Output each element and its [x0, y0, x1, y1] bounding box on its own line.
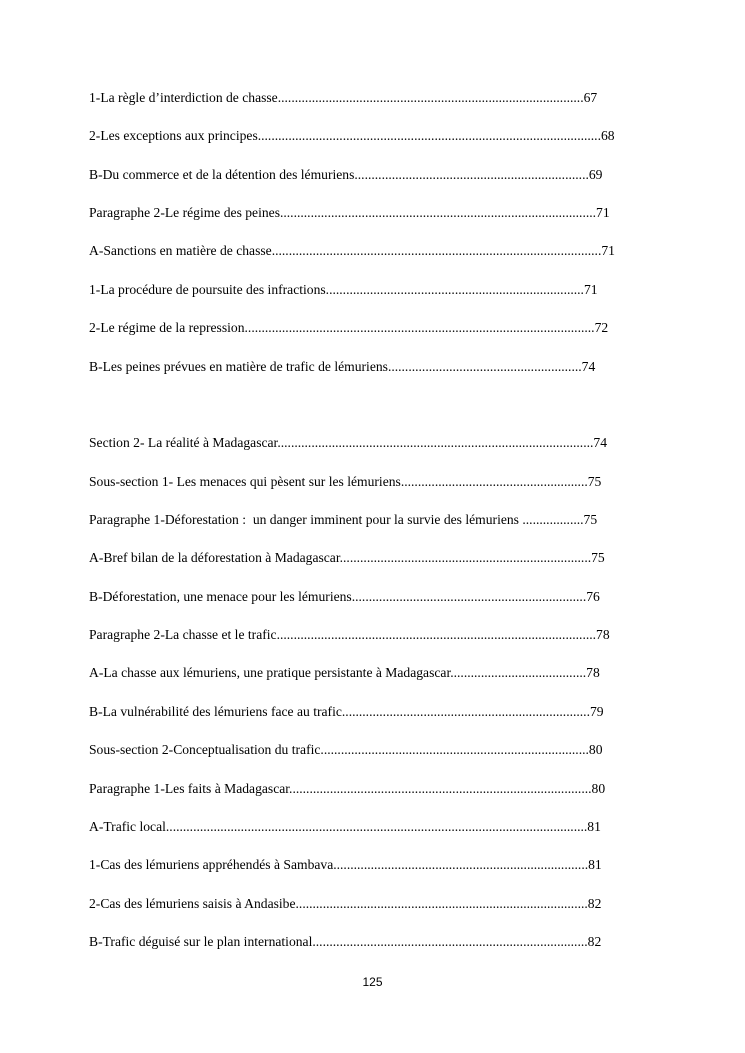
toc-entry-title: A-La chasse aux lémuriens, une pratique persistante à Madagascar [89, 665, 451, 680]
toc-entry-title: Sous-section 1- Les menaces qui pèsent sur les lémuriens [89, 474, 401, 489]
toc-page-number: 78 [596, 627, 610, 642]
toc-entry-title: B-Du commerce et de la détention des lémuriens [89, 167, 355, 182]
toc-page-number: 74 [593, 435, 607, 450]
toc-leader-dots: ....................................................... [400, 474, 588, 489]
toc-leader-dots: ............................................................................ [325, 282, 584, 297]
toc-leader-dots: ............................................................................................................................ [165, 819, 588, 834]
toc-entry [89, 627, 655, 643]
toc-entry [89, 243, 655, 259]
toc-page-number: 81 [588, 857, 602, 872]
toc-entry-title: 1-Cas des lémuriens appréhendés à Sambava [89, 857, 334, 872]
toc-entry [89, 896, 655, 912]
toc-entry-title: B-Déforestation, une menace pour les lémuriens [89, 589, 352, 604]
toc-page-number: 75 [583, 512, 598, 527]
toc-leader-dots: ..................................................................... [351, 589, 587, 604]
toc-entry [89, 282, 655, 298]
toc-entry-title: B-La vulnérabilité des lémuriens face au trafic [89, 704, 342, 719]
toc-entry-title: B-Les peines prévues en matière de trafic de lémuriens [89, 359, 388, 374]
toc-page-number: 81 [587, 819, 601, 834]
toc-leader-dots: ................................................................................. [312, 934, 588, 949]
toc-entry-title: Paragraphe 2-La chasse et le trafic [89, 627, 277, 642]
toc-leader-dots: ......................................................................................... [289, 781, 592, 796]
toc-entry-title: B-Trafic déguisé sur le plan international [89, 934, 313, 949]
toc-entry [89, 512, 655, 528]
toc-entry-title: A-Sanctions en matière de chasse [89, 243, 272, 258]
toc-leader-dots: ....................................................................................................... [244, 320, 595, 335]
toc-entry-title: A-Trafic local [89, 819, 166, 834]
toc-page-number: 82 [587, 934, 602, 949]
toc-entry [89, 205, 655, 221]
toc-entry [89, 128, 655, 144]
toc-page-number: 82 [587, 896, 602, 911]
toc-entry [89, 742, 655, 758]
toc-entry [89, 320, 655, 336]
toc-entry [89, 857, 655, 873]
toc-entry-title: 1-La procédure de poursuite des infractions [89, 282, 326, 297]
toc-leader-dots: ........................................ [450, 665, 587, 680]
toc-entry [89, 167, 655, 183]
toc-leader-dots: ...................................................................................... [295, 896, 588, 911]
toc-page-number: 75 [591, 550, 605, 565]
toc-page-number: 76 [586, 589, 600, 604]
toc-entry [89, 781, 655, 797]
toc-entry [89, 435, 655, 451]
toc-entry-title: A-Bref bilan de la déforestation à Madagascar [89, 550, 340, 565]
toc-page-number: 71 [596, 205, 610, 220]
page-number: 125 [362, 975, 383, 989]
toc-page-number: 69 [588, 167, 603, 182]
toc-leader-dots: ..................................................................................................... [257, 128, 601, 143]
toc-page-number: 80 [591, 781, 606, 796]
toc-page-number: 68 [600, 128, 615, 143]
toc-entry [89, 819, 655, 835]
toc-page-number: 79 [589, 704, 604, 719]
toc-leader-dots: .......................................................................... [339, 550, 592, 565]
toc-leader-dots: ............................................................................................. [279, 205, 597, 220]
toc-leader-dots: .......................................................................................... [277, 90, 584, 105]
toc-page-number: 71 [583, 282, 598, 297]
toc-page-number: 80 [588, 742, 603, 757]
toc-entry-title: Paragraphe 1-Les faits à Madagascar [89, 781, 290, 796]
toc-page-number: 71 [601, 243, 615, 258]
toc-entry-title: Paragraphe 2-Le régime des peines [89, 205, 280, 220]
toc-entry-title: 2-Le régime de la repression [89, 320, 245, 335]
toc-entry [89, 704, 655, 720]
toc-leader-dots: ......................................................... [387, 359, 582, 374]
toc-entry [89, 474, 655, 490]
toc-leader-dots: .............................................................................................. [276, 627, 597, 642]
toc-entry [89, 90, 655, 106]
toc-page-number: 67 [583, 90, 598, 105]
toc-leader-dots: ..................................................................... [354, 167, 589, 182]
toc-entry-title: Sous-section 2-Conceptualisation du trafic [89, 742, 321, 757]
toc-leader-dots: ................................................................................................. [271, 243, 602, 258]
toc-entry-title: Paragraphe 1-Déforestation : un danger imminent pour la survie des lémuriens [89, 512, 523, 527]
toc-page-number: 78 [586, 665, 600, 680]
toc-entry [89, 665, 655, 681]
toc-entry [89, 934, 655, 950]
toc-leader-dots: ............................................................................... [320, 742, 589, 757]
toc-entry-title: 1-La règle d’interdiction de chasse [89, 90, 278, 105]
toc-entry-title: 2-Cas des lémuriens saisis à Andasibe [89, 896, 296, 911]
toc-entry-title: Section 2- La réalité à Madagascar [89, 435, 278, 450]
toc-entry [89, 589, 655, 605]
toc-entry [89, 550, 655, 566]
toc-leader-dots: ......................................................................... [341, 704, 590, 719]
toc-entry [89, 359, 655, 375]
toc-leader-dots: ........................................................................... [333, 857, 589, 872]
toc-leader-dots: ............................................................................................. [277, 435, 594, 450]
toc-leader-dots: .................. [522, 512, 584, 527]
toc-entry-title: 2-Les exceptions aux principes [89, 128, 258, 143]
toc-page-number: 72 [594, 320, 609, 335]
toc-page-number: 75 [587, 474, 602, 489]
toc-page-number: 74 [581, 359, 596, 374]
